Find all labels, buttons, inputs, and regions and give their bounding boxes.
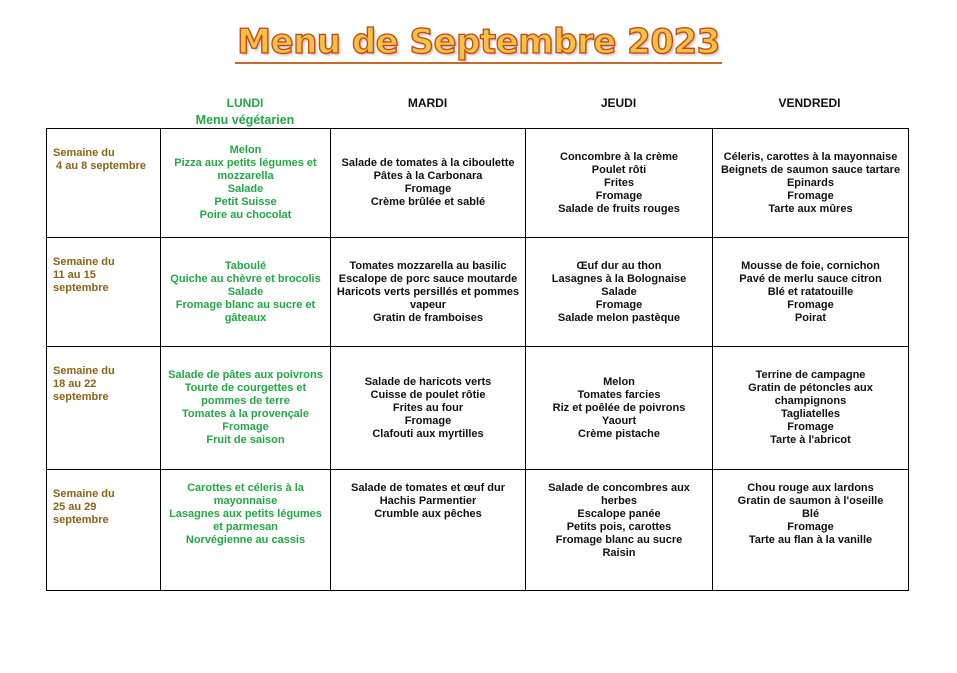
- menu-item: Crème brûlée et sablé: [370, 196, 486, 208]
- thursday-cell: [526, 347, 713, 470]
- week-label-line: 11 au 15: [53, 269, 96, 281]
- header-friday: VENDREDI: [778, 96, 841, 110]
- menu-item: Poirat: [794, 311, 827, 324]
- menu-item: Fromage: [404, 414, 452, 427]
- menu-item: Terrine de campagne: [755, 369, 866, 381]
- tuesday-cell: [331, 470, 526, 591]
- menu-item: Blé: [801, 508, 820, 520]
- menu-item: Fromage: [595, 298, 643, 311]
- menu-item: Œuf dur au thon: [576, 259, 662, 272]
- menu-item: Tomates mozzarella au basilic: [349, 259, 507, 272]
- menu-item: Tarte à l'abricot: [770, 434, 851, 446]
- menu-item: Céleris, carottes à la mayonnaise: [723, 150, 898, 163]
- monday-cell: [161, 238, 331, 347]
- menu-item: Fruit de saison: [206, 434, 285, 446]
- menu-item: Salade: [227, 183, 264, 195]
- friday-cell: [713, 238, 909, 347]
- menu-item: Fromage blanc au sucre et gâteaux: [175, 298, 316, 324]
- monday-cell: [161, 129, 331, 238]
- monday-cell: [161, 347, 331, 470]
- menu-item: Tomates farcies: [577, 388, 661, 401]
- menu-item: Salade de tomates à la ciboulette: [341, 157, 515, 169]
- thursday-cell: [526, 238, 713, 347]
- menu-item: Fromage: [787, 521, 834, 533]
- menu-item: Lasagnes à la Bolognaise: [551, 272, 687, 285]
- menu-item: Tarte au flan à la vanille: [748, 534, 873, 546]
- menu-item: Haricots verts persillés et pommes vapeur: [336, 285, 520, 311]
- menu-item: Pavé de merlu sauce citron: [739, 272, 882, 285]
- menu-item: Salade de haricots verts: [364, 375, 492, 388]
- week-label-line: Semaine du: [53, 365, 115, 377]
- week-row: [47, 347, 909, 470]
- menu-item: Lasagnes aux petits légumes et parmesan: [169, 508, 322, 533]
- week-label-line: septembre: [53, 514, 109, 526]
- menu-item: Tarte aux mûres: [768, 202, 853, 215]
- week-label-line: 18 au 22: [53, 378, 97, 390]
- menu-item: Carottes et céleris à la mayonnaise: [187, 482, 304, 507]
- friday-cell: [713, 470, 909, 591]
- week-label-line: Semaine du: [53, 256, 115, 268]
- menu-item: Frites: [604, 176, 634, 189]
- week-label-line: Semaine du: [53, 147, 115, 159]
- thursday-cell: [526, 470, 713, 591]
- menu-item: Escalope de porc sauce moutarde: [338, 272, 518, 285]
- menu-item: Tourte de courgettes et pommes de terre: [184, 382, 307, 407]
- menu-item: Cuisse de poulet rôtie: [370, 388, 486, 401]
- menu-item: Gratin de framboises: [372, 311, 484, 324]
- menu-item: Norvégienne au cassis: [185, 534, 306, 546]
- menu-item: Crumble aux pêches: [374, 508, 482, 520]
- page-title-text: Menu de Septembre 2023: [237, 22, 720, 62]
- menu-item: Salade de concombres aux herbes: [548, 482, 690, 507]
- week-row: [47, 129, 909, 238]
- menu-item: Hachis Parmentier: [379, 495, 477, 507]
- week-label: [47, 470, 161, 591]
- week-label: [47, 347, 161, 470]
- friday-cell: [713, 129, 909, 238]
- menu-item: Fromage: [595, 189, 643, 202]
- menu-item: Fromage: [404, 183, 452, 195]
- menu-item: Concombre à la crème: [560, 150, 678, 163]
- tuesday-cell: [331, 347, 526, 470]
- header-monday-label: LUNDI: [226, 96, 264, 110]
- week-label-line: 25 au 29: [53, 501, 97, 513]
- menu-item: Poulet rôti: [591, 163, 647, 176]
- menu-item: Fromage: [222, 421, 269, 433]
- header-monday-note: Menu végétarien: [195, 113, 295, 127]
- menu-item: Crème pistache: [578, 427, 660, 440]
- menu-item: Petit Suisse: [214, 196, 277, 208]
- menu-item: Fromage: [787, 298, 834, 311]
- menu-item: Salade: [601, 285, 637, 298]
- menu-item: Tagliatelles: [780, 408, 841, 420]
- menu-item: Riz et poêlée de poivrons: [552, 401, 686, 414]
- menu-item: Mousse de foie, cornichon: [741, 259, 880, 272]
- menu-item: Gratin de pétoncles aux champignons: [748, 382, 873, 407]
- header-monday: [160, 96, 330, 127]
- menu-item: Petits pois, carottes: [566, 521, 672, 533]
- menu-item: Fromage blanc au sucre: [555, 534, 683, 546]
- thursday-cell: [526, 129, 713, 238]
- tuesday-cell: [331, 129, 526, 238]
- menu-item: Poire au chocolat: [199, 209, 292, 221]
- week-label-line: septembre: [53, 282, 109, 294]
- menu-item: Fromage: [787, 421, 834, 433]
- monday-cell: [161, 470, 331, 591]
- menu-item: Epinards: [786, 176, 835, 189]
- menu-item: Tomates à la provençale: [182, 408, 309, 420]
- menu-item: Frites au four: [392, 401, 464, 414]
- menu-item: Chou rouge aux lardons: [747, 482, 874, 494]
- menu-item: Fromage: [787, 189, 834, 202]
- page-title: [0, 22, 957, 62]
- week-label: [47, 129, 161, 238]
- menu-item: Taboulé: [224, 259, 267, 272]
- header-thursday: JEUDI: [600, 96, 637, 110]
- menu-item: Blé et ratatouille: [767, 285, 854, 298]
- menu-item: Melon: [603, 375, 635, 388]
- menu-item: Salade: [227, 285, 264, 298]
- week-label-line: 4 au 8 septembre: [53, 160, 146, 172]
- header-tuesday: MARDI: [407, 96, 448, 110]
- menu-item: Salade de tomates et œuf dur: [350, 482, 506, 494]
- menu-item: Salade de fruits rouges: [558, 202, 680, 215]
- menu-item: Quiche au chèvre et brocolis: [170, 272, 321, 285]
- week-label: [47, 238, 161, 347]
- menu-item: Clafouti aux myrtilles: [372, 427, 484, 440]
- menu-item: Gratin de saumon à l'oseille: [737, 495, 884, 507]
- menu-item: Pizza aux petits légumes et mozzarella: [174, 157, 317, 182]
- menu-item: Beignets de saumon sauce tartare: [720, 163, 901, 176]
- menu-item: Raisin: [602, 547, 636, 559]
- menu-item: Salade melon pastèque: [557, 311, 681, 324]
- week-row: [47, 238, 909, 347]
- week-row: [47, 470, 909, 591]
- week-label-line: Semaine du: [53, 488, 115, 500]
- menu-item: Melon: [229, 144, 262, 156]
- friday-cell: [713, 347, 909, 470]
- menu-item: Yaourt: [601, 414, 637, 427]
- tuesday-cell: [331, 238, 526, 347]
- menu-item: Escalope panée: [577, 508, 661, 520]
- menu-table: [46, 128, 909, 591]
- week-label-line: septembre: [53, 391, 109, 403]
- menu-item: Pâtes à la Carbonara: [373, 170, 483, 182]
- menu-item: Salade de pâtes aux poivrons: [168, 369, 323, 381]
